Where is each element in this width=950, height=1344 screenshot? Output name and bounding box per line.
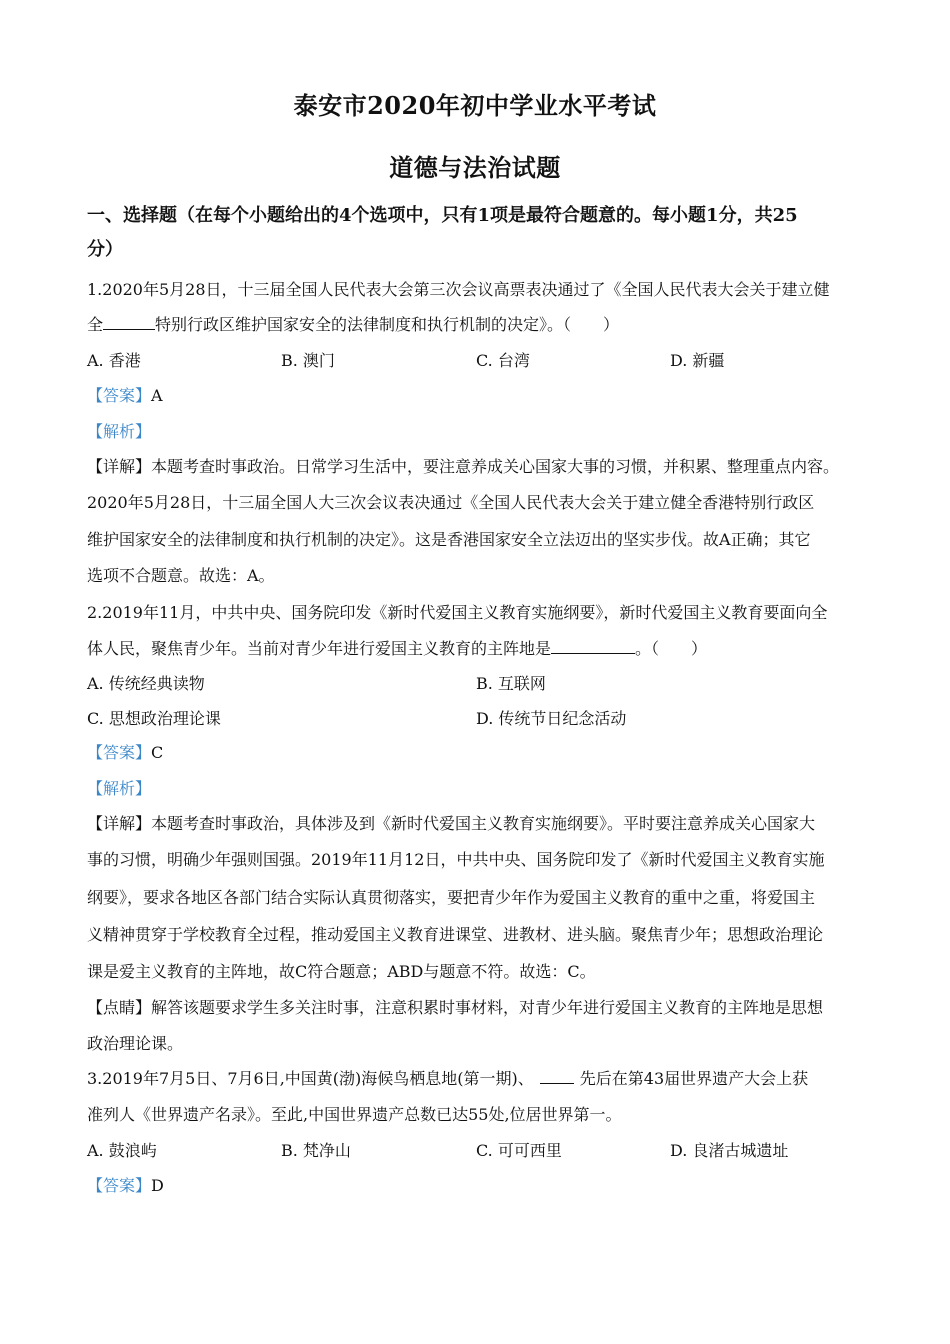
q1-answer-line bbox=[87, 386, 877, 406]
q1-stem-pre: 全 bbox=[87, 315, 104, 334]
q1-stem-line1: 1.2020年5月28日，十三届全国人民代表大会第三次会议高票表决通过了《全国人民代表大会关于建立健 bbox=[87, 280, 830, 299]
q1-stem-line2 bbox=[87, 315, 877, 335]
q2-option-c: C. 思想政治理论课 bbox=[87, 709, 221, 728]
q1-option-a: A. 香港 bbox=[87, 351, 141, 370]
q2-option-d: D. 传统节日纪念活动 bbox=[476, 709, 627, 728]
q1-stem-post: 特别行政区维护国家安全的法律制度和执行机制的决定》。（ ） bbox=[155, 315, 620, 334]
q2-stem-line1: 2.2019年11月，中共中央、国务院印发《新时代爱国主义教育实施纲要》，新时代爱国主义教育要面向全 bbox=[87, 603, 828, 622]
q1-detail-line2: 2020年5月28日，十三届全国人大三次会议表决通过《全国人民代表大会关于建立健全香港特别行政区 bbox=[87, 493, 815, 512]
q1-detail-line4: 选项不合题意。故选：A。 bbox=[87, 566, 275, 585]
q2-blank bbox=[551, 639, 635, 654]
q2-analysis-tag: 【解析】 bbox=[87, 779, 152, 798]
q2-detail-line1 bbox=[87, 814, 877, 834]
q3-answer: D bbox=[151, 1176, 164, 1195]
q3-option-b: B. 梵净山 bbox=[281, 1141, 351, 1160]
q1-answer-tag: 【答案】 bbox=[87, 386, 152, 405]
exam-title: 泰安市2020年初中学业水平考试 bbox=[293, 91, 657, 120]
q3-answer-line bbox=[87, 1176, 877, 1196]
q3-stem-post: 先后在第43届世界遗产大会上获 bbox=[579, 1069, 809, 1088]
q3-stem-line2: 准列人《世界遗产名录》。至此,中国世界遗产总数已达55处,位居世界第一。 bbox=[87, 1105, 622, 1124]
q2-detail-text1: 本题考查时事政治，具体涉及到《新时代爱国主义教育实施纲要》。平时要注意养成关心国家大 bbox=[151, 814, 816, 833]
q2-stem-pre: 体人民，聚焦青少年。当前对青少年进行爱国主义教育的主阵地是 bbox=[87, 639, 552, 658]
q2-option-a: A. 传统经典读物 bbox=[87, 674, 205, 693]
q2-detail-line5: 课是爱主义教育的主阵地，故C符合题意；ABD与题意不符。故选：C。 bbox=[87, 962, 596, 981]
q2-option-b: B. 互联网 bbox=[476, 674, 546, 693]
q1-detail-tag: 【详解】 bbox=[87, 457, 152, 476]
q1-option-c: C. 台湾 bbox=[476, 351, 530, 370]
q2-comment-line2: 政治理论课。 bbox=[87, 1034, 184, 1053]
q3-answer-tag: 【答案】 bbox=[87, 1176, 152, 1195]
q2-comment-text1: 解答该题要求学生多关注时事，注意积累时事材料，对青少年进行爱国主义教育的主阵地是思想 bbox=[151, 998, 824, 1017]
q1-detail-text1: 本题考查时事政治。日常学习生活中，要注意养成关心国家大事的习惯，并积累、整理重点内容。 bbox=[151, 457, 840, 476]
q1-blank bbox=[103, 315, 155, 330]
q2-detail-line4: 义精神贯穿于学校教育全过程，推动爱国主义教育进课堂、进教材、进头脑。聚焦青少年；思想政治理论 bbox=[87, 925, 824, 944]
q3-stem-line1 bbox=[87, 1069, 877, 1089]
q2-detail-tag: 【详解】 bbox=[87, 814, 152, 833]
q2-detail-line2: 事的习惯，明确少年强则国强。2019年11月12日，中共中央、国务院印发了《新时代爱国主义教育实施 bbox=[87, 850, 825, 869]
q1-analysis-tag: 【解析】 bbox=[87, 422, 152, 441]
q1-option-b: B. 澳门 bbox=[281, 351, 335, 370]
section-heading-line1: 一、选择题（在每个小题给出的4个选项中，只有1项是最符合题意的。每小题1分，共25 bbox=[87, 205, 798, 226]
q3-stem-pre: 3.2019年7月5日、7月6日,中国黄(渤)海候鸟栖息地(第一期)、 bbox=[87, 1069, 534, 1088]
q2-comment-line1 bbox=[87, 998, 877, 1018]
q2-detail-line3: 纲要》，要求各地区各部门结合实际认真贯彻落实，要把青少年作为爱国主义教育的重中之重，将爱国主 bbox=[87, 888, 816, 907]
q1-detail-line1 bbox=[87, 457, 877, 477]
q2-answer-tag: 【答案】 bbox=[87, 743, 152, 762]
q1-option-d: D. 新疆 bbox=[670, 351, 725, 370]
q3-option-a: A. 鼓浪屿 bbox=[87, 1141, 157, 1160]
q3-option-c: C. 可可西里 bbox=[476, 1141, 562, 1160]
q2-answer-line bbox=[87, 743, 877, 763]
q3-option-d: D. 良渚古城遗址 bbox=[670, 1141, 789, 1160]
q2-comment-tag: 【点睛】 bbox=[87, 998, 152, 1017]
q1-answer: A bbox=[151, 386, 163, 405]
section-heading-line2: 分） bbox=[87, 239, 123, 260]
exam-subtitle: 道德与法治试题 bbox=[389, 153, 561, 182]
q3-blank bbox=[540, 1069, 574, 1084]
q1-detail-line3: 维护国家安全的法律制度和执行机制的决定》。这是香港国家安全立法迈出的坚实步伐。故A正确；其它 bbox=[87, 530, 811, 549]
q2-stem-line2 bbox=[87, 639, 877, 659]
q2-answer: C bbox=[151, 743, 164, 762]
q2-stem-post: 。（ ） bbox=[635, 639, 708, 658]
